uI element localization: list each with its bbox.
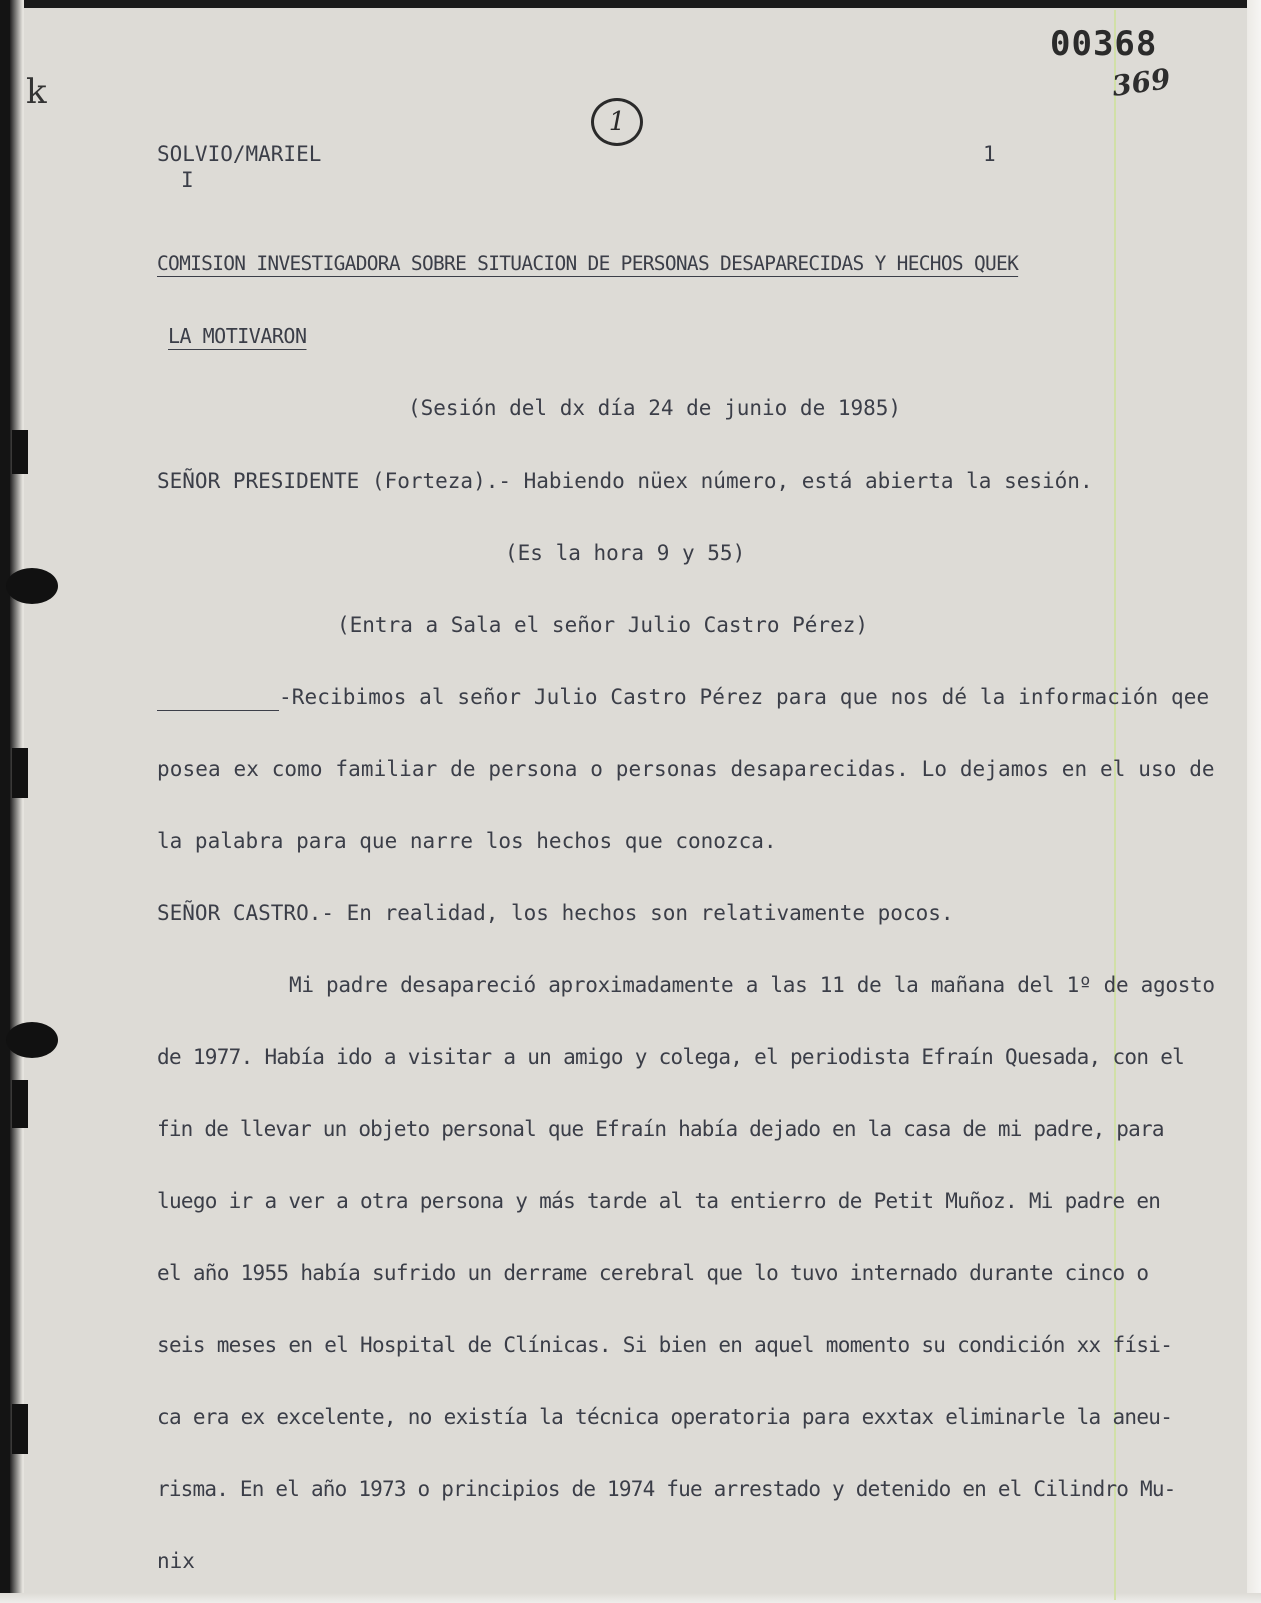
punch-hole [6,568,58,604]
typist-sub: I [181,168,194,192]
entry-note: (Entra a Sala el señor Julio Castro Pérez) [337,613,869,637]
scan-top-edge [0,0,1261,8]
circled-page-number: 1 [591,98,643,146]
paragraph-line: risma. En el año 1973 o principios de 1974 fue arrestado y detenido en el Cilindro Mu- [157,1477,1176,1501]
paragraph-line: de 1977. Había ido a visitar a un amigo y colega, el periodista Efraín Quesada, con el [157,1045,1185,1069]
paragraph-line: seis meses en el Hospital de Clínicas. Si bien en aquel momento su condición xx físi- [157,1333,1173,1357]
binder-tab [12,748,28,798]
paragraph-line: Mi padre desapareció aproximadamente a las 11 de la mañana del 1º de agosto [289,973,1215,997]
page-number: 1 [983,142,996,166]
binder-tab [12,1080,28,1128]
handwritten-page-number: 369 [1109,62,1173,103]
document-title: COMISION INVESTIGADORA SOBRE SITUACION DE PERSONAS DESAPARECIDAS Y HECHOS QUEK [157,252,1019,275]
paragraph-line: posea ex como familiar de persona o personas desaparecidas. Lo dejamos en el uso de [157,757,1215,781]
scan-bottom-edge [0,1593,1261,1603]
paragraph-line: la palabra para que narre los hechos que conozca. [157,829,777,853]
paragraph-line: nix [157,1549,195,1573]
session-date: (Sesión del dx día 24 de junio de 1985) [408,396,902,420]
typist-initials: SOLVIO/MARIEL [157,142,322,166]
document-title-line2: LA MOTIVARON [168,324,307,348]
paragraph-line: -Recibimos al señor Julio Castro Pérez para que nos dé la información qee [279,685,1210,709]
punch-hole [6,1022,58,1058]
paragraph-line: ca era ex excelente, no existía la técnica operatoria para exxtax eliminarle la aneu- [157,1405,1173,1429]
stamp-number: 00368 [1050,24,1158,64]
margin-line [1114,10,1116,1600]
scan-left-edge [0,0,24,1603]
paragraph-line: el año 1955 había sufrido un derrame cerebral que lo tuvo internado durante cinco o [157,1261,1149,1285]
time-note: (Es la hora 9 y 55) [505,541,746,565]
handwritten-mark: k [26,72,47,112]
paragraph-castro: SEÑOR CASTRO.- En realidad, los hechos son relativamente pocos. [157,901,954,925]
scan-right-edge [1247,0,1261,1603]
binder-tab [12,430,28,474]
paragraph-line: luego ir a ver a otra persona y más tarde al ta entierro de Petit Muñoz. Mi padre en [157,1189,1161,1213]
paragraph-president: SEÑOR PRESIDENTE (Forteza).- Habiendo nüex número, está abierta la sesión. [157,469,1093,493]
paragraph-line: fin de llevar un objeto personal que Efraín había dejado en la casa de mi padre, para [157,1117,1164,1141]
speaker-blank-line [157,710,279,711]
binder-tab [12,1404,28,1454]
